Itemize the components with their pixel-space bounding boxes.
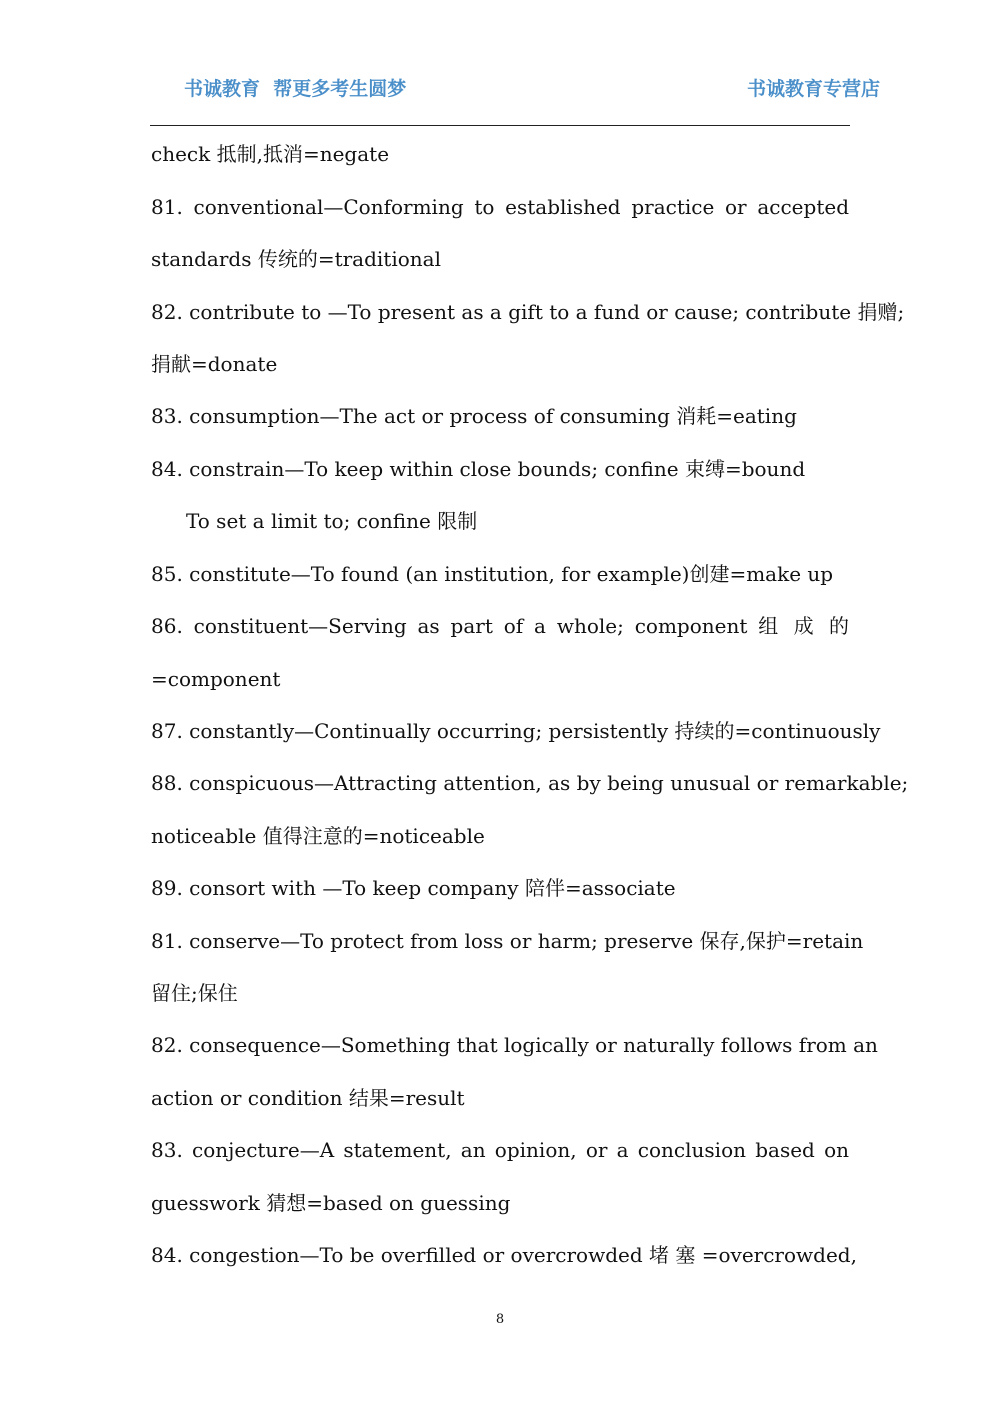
- text-line: 89. consort with —To keep company 陪伴=associate: [151, 876, 676, 900]
- text-line: check 抵制,抵消=negate: [151, 142, 390, 166]
- text-line: 86. constituent—Serving as part of a whole; component 组 成 的: [151, 614, 849, 638]
- text-line: 84. congestion—To be overfilled or overcrowded 堵 塞 =overcrowded,: [151, 1243, 857, 1267]
- text-line: 81. conserve—To protect from loss or harm; preserve 保存,保护=retain: [151, 929, 864, 953]
- text-line: 84. constrain—To keep within close bounds; confine 束缚=bound: [151, 457, 806, 481]
- text-line: guesswork 猜想=based on guessing: [151, 1191, 511, 1215]
- text-line: 85. constitute—To found (an institution, for example)创建=make up: [151, 562, 834, 586]
- text-line: 88. conspicuous—Attracting attention, as by being unusual or remarkable;: [151, 771, 909, 795]
- text-line: 83. consumption—The act or process of consuming 消耗=eating: [151, 404, 797, 428]
- text-line: noticeable 值得注意的=noticeable: [151, 824, 485, 848]
- text-line: 82. consequence—Something that logically or naturally follows from an: [151, 1033, 878, 1057]
- page-header: [150, 70, 880, 110]
- text-line: standards 传统的=traditional: [151, 247, 441, 271]
- text-line: 82. contribute to —To present as a gift to a fund or cause; contribute 捐赠;: [151, 300, 905, 324]
- text-line: 87. constantly—Continually occurring; persistently 持续的=continuously: [151, 719, 881, 743]
- text-line: To set a limit to; confine 限制: [186, 509, 478, 533]
- text-line: 捐献=donate: [151, 352, 278, 376]
- header-slogan: 书诚教育 帮更多考生圆梦: [184, 78, 407, 100]
- text-line: 留住;保住: [151, 981, 238, 1005]
- text-line: 81. conventional—Conforming to established practice or accepted: [151, 195, 849, 219]
- text-line: 83. conjecture—A statement, an opinion, or a conclusion based on: [151, 1138, 849, 1162]
- page-number: 8: [495, 1312, 505, 1327]
- text-line: action or condition 结果=result: [151, 1086, 465, 1110]
- header-store-name: 书诚教育专营店: [746, 78, 880, 100]
- header-divider: [150, 125, 850, 126]
- text-line: =component: [151, 667, 281, 691]
